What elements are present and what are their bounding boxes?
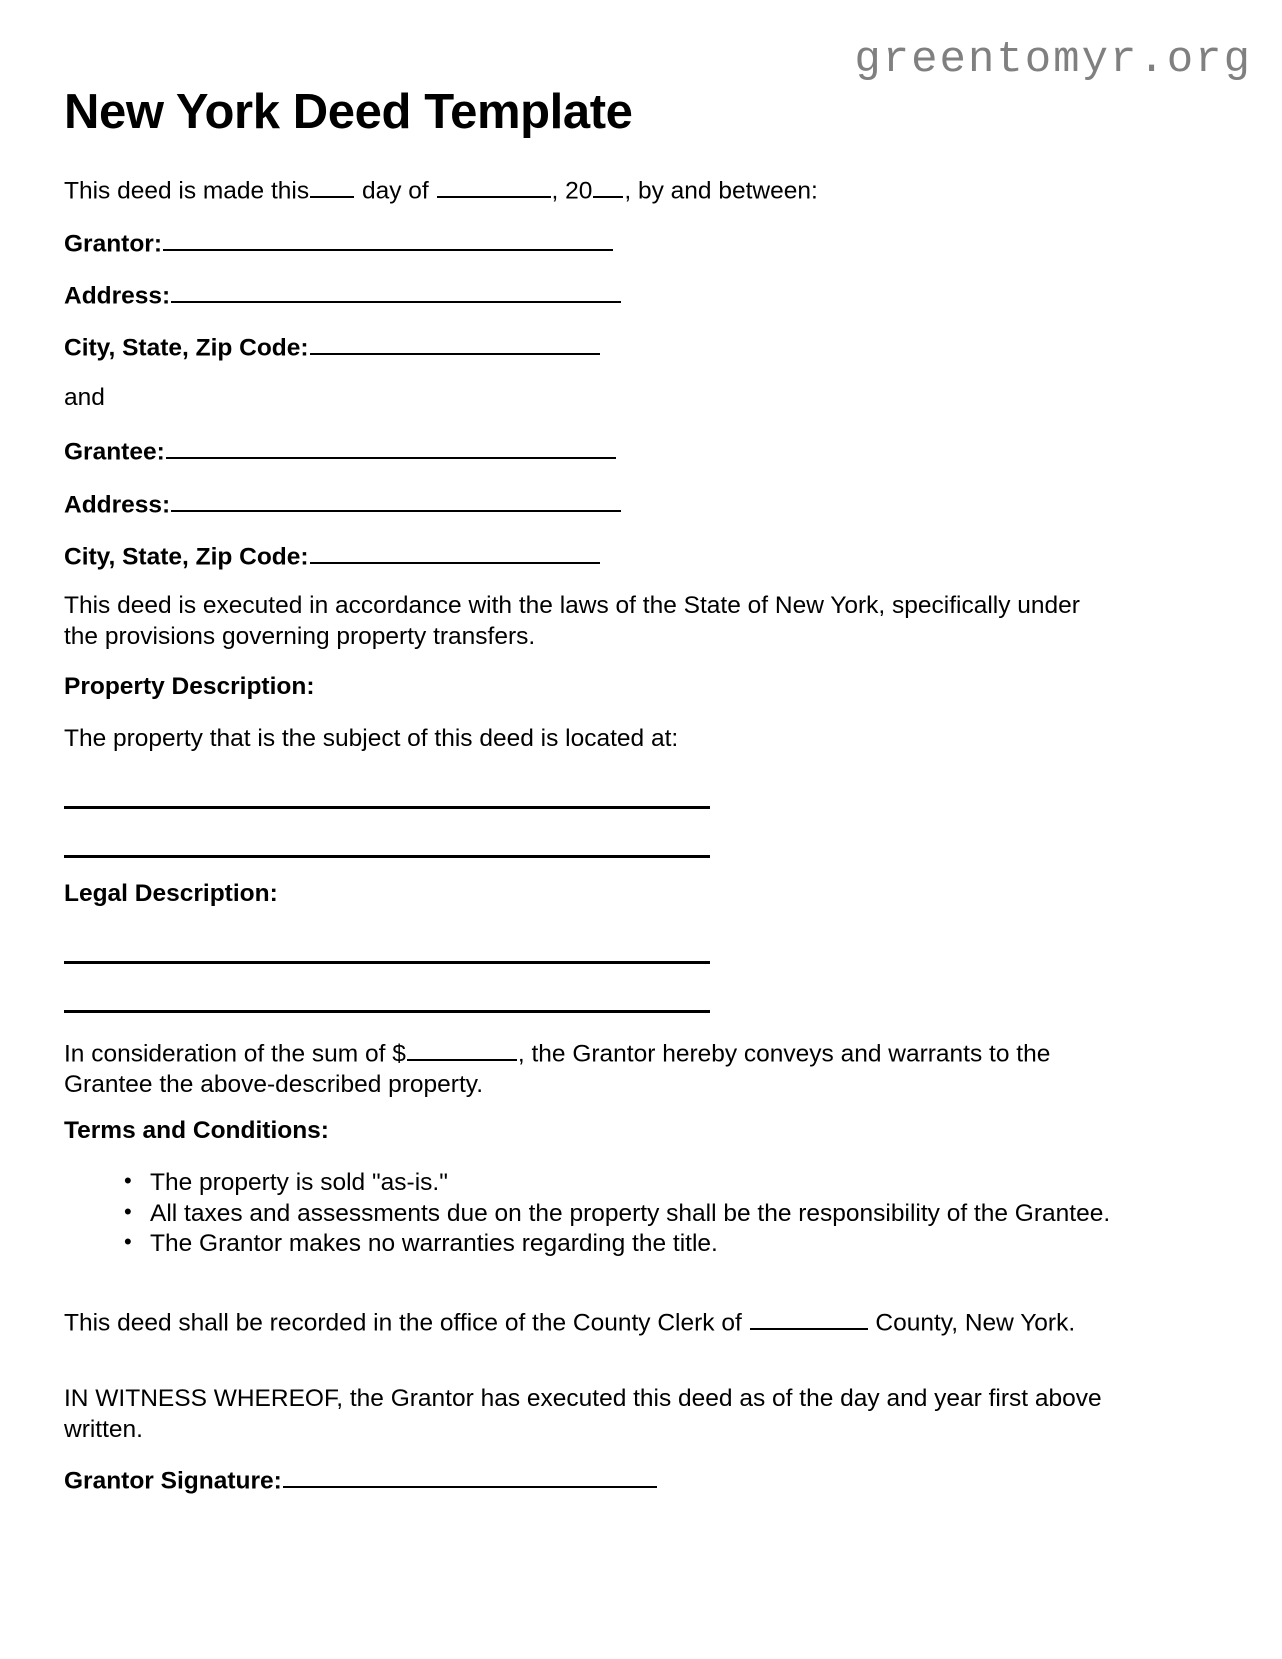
property-location-text: The property that is the subject of this deed is located at: (64, 725, 679, 752)
grantee-city-state-zip-blank[interactable] (310, 539, 600, 564)
grantee-field-row (64, 434, 1112, 468)
intro-paragraph (64, 173, 1112, 207)
page-title: New York Deed Template (64, 85, 633, 139)
recording-text-2: County, New York. (875, 1309, 1076, 1337)
grantee-city-field-row (64, 539, 1112, 573)
grantee-address-label: Address: (64, 491, 171, 519)
grantee-city-state-zip-label: City, State, Zip Code: (64, 543, 309, 571)
terms-list (64, 1168, 1164, 1260)
list-item: • The Grantor makes no warranties regarding the title. (124, 1229, 1164, 1260)
grantor-signature-row (64, 1463, 1112, 1497)
legal-blank-line-1[interactable] (64, 961, 710, 964)
grantor-address-field-row (64, 278, 1112, 312)
intro-text-2: day of (361, 177, 429, 205)
property-description-heading: Property Description: (64, 673, 315, 700)
consideration-text-1: In consideration of the sum of $ (64, 1040, 406, 1068)
grantor-blank[interactable] (163, 226, 613, 251)
list-item: • The property is sold "as-is." (124, 1168, 1164, 1199)
list-item: • All taxes and assessments due on the property shall be the responsibility of the Grantee. (124, 1199, 1164, 1230)
consideration-paragraph (64, 1036, 1112, 1101)
consideration-amount-blank[interactable] (407, 1036, 517, 1061)
year-blank (593, 173, 623, 198)
grantor-address-label: Address: (64, 282, 171, 310)
grantor-city-state-zip-blank[interactable] (310, 330, 600, 355)
intro-text-4: , by and between: (624, 177, 818, 205)
grantor-address-blank[interactable] (171, 278, 621, 303)
grantee-label: Grantee: (64, 438, 165, 466)
intro-text-1: This deed is made this (64, 177, 310, 205)
execution-paragraph: This deed is executed in accordance with the laws of the State of New York, specifically under the provisions governing property transfers. (64, 592, 1080, 650)
legal-blank-line-2[interactable] (64, 1010, 710, 1013)
recording-text-1: This deed shall be recorded in the office of the County Clerk of (64, 1309, 742, 1337)
day-blank (310, 173, 354, 198)
conjunction-and: and (64, 384, 105, 411)
grantor-city-field-row (64, 330, 1112, 364)
grantor-signature-blank[interactable] (283, 1463, 657, 1488)
grantor-city-state-zip-label: City, State, Zip Code: (64, 334, 309, 362)
property-blank-line-2[interactable] (64, 855, 710, 858)
county-blank[interactable] (750, 1305, 868, 1330)
intro-text-3: , 20 (551, 177, 593, 205)
site-watermark: greentomyr.org (854, 35, 1252, 85)
witness-paragraph: IN WITNESS WHEREOF, the Grantor has executed this deed as of the day and year first above written. (64, 1385, 1102, 1443)
grantor-signature-label: Grantor Signature: (64, 1467, 282, 1495)
grantee-blank[interactable] (166, 434, 616, 459)
grantee-address-blank[interactable] (171, 487, 621, 512)
recording-paragraph (64, 1305, 1112, 1339)
month-blank (437, 173, 551, 198)
consideration-text-2: , the Grantor hereby conveys and warrants to the Grantee the above-described property. (64, 1040, 1051, 1098)
terms-heading: Terms and Conditions: (64, 1117, 329, 1144)
property-blank-line-1[interactable] (64, 806, 710, 809)
grantor-field-row (64, 226, 1112, 260)
legal-description-heading: Legal Description: (64, 880, 278, 907)
grantor-label: Grantor: (64, 230, 162, 258)
grantee-address-field-row (64, 487, 1112, 521)
